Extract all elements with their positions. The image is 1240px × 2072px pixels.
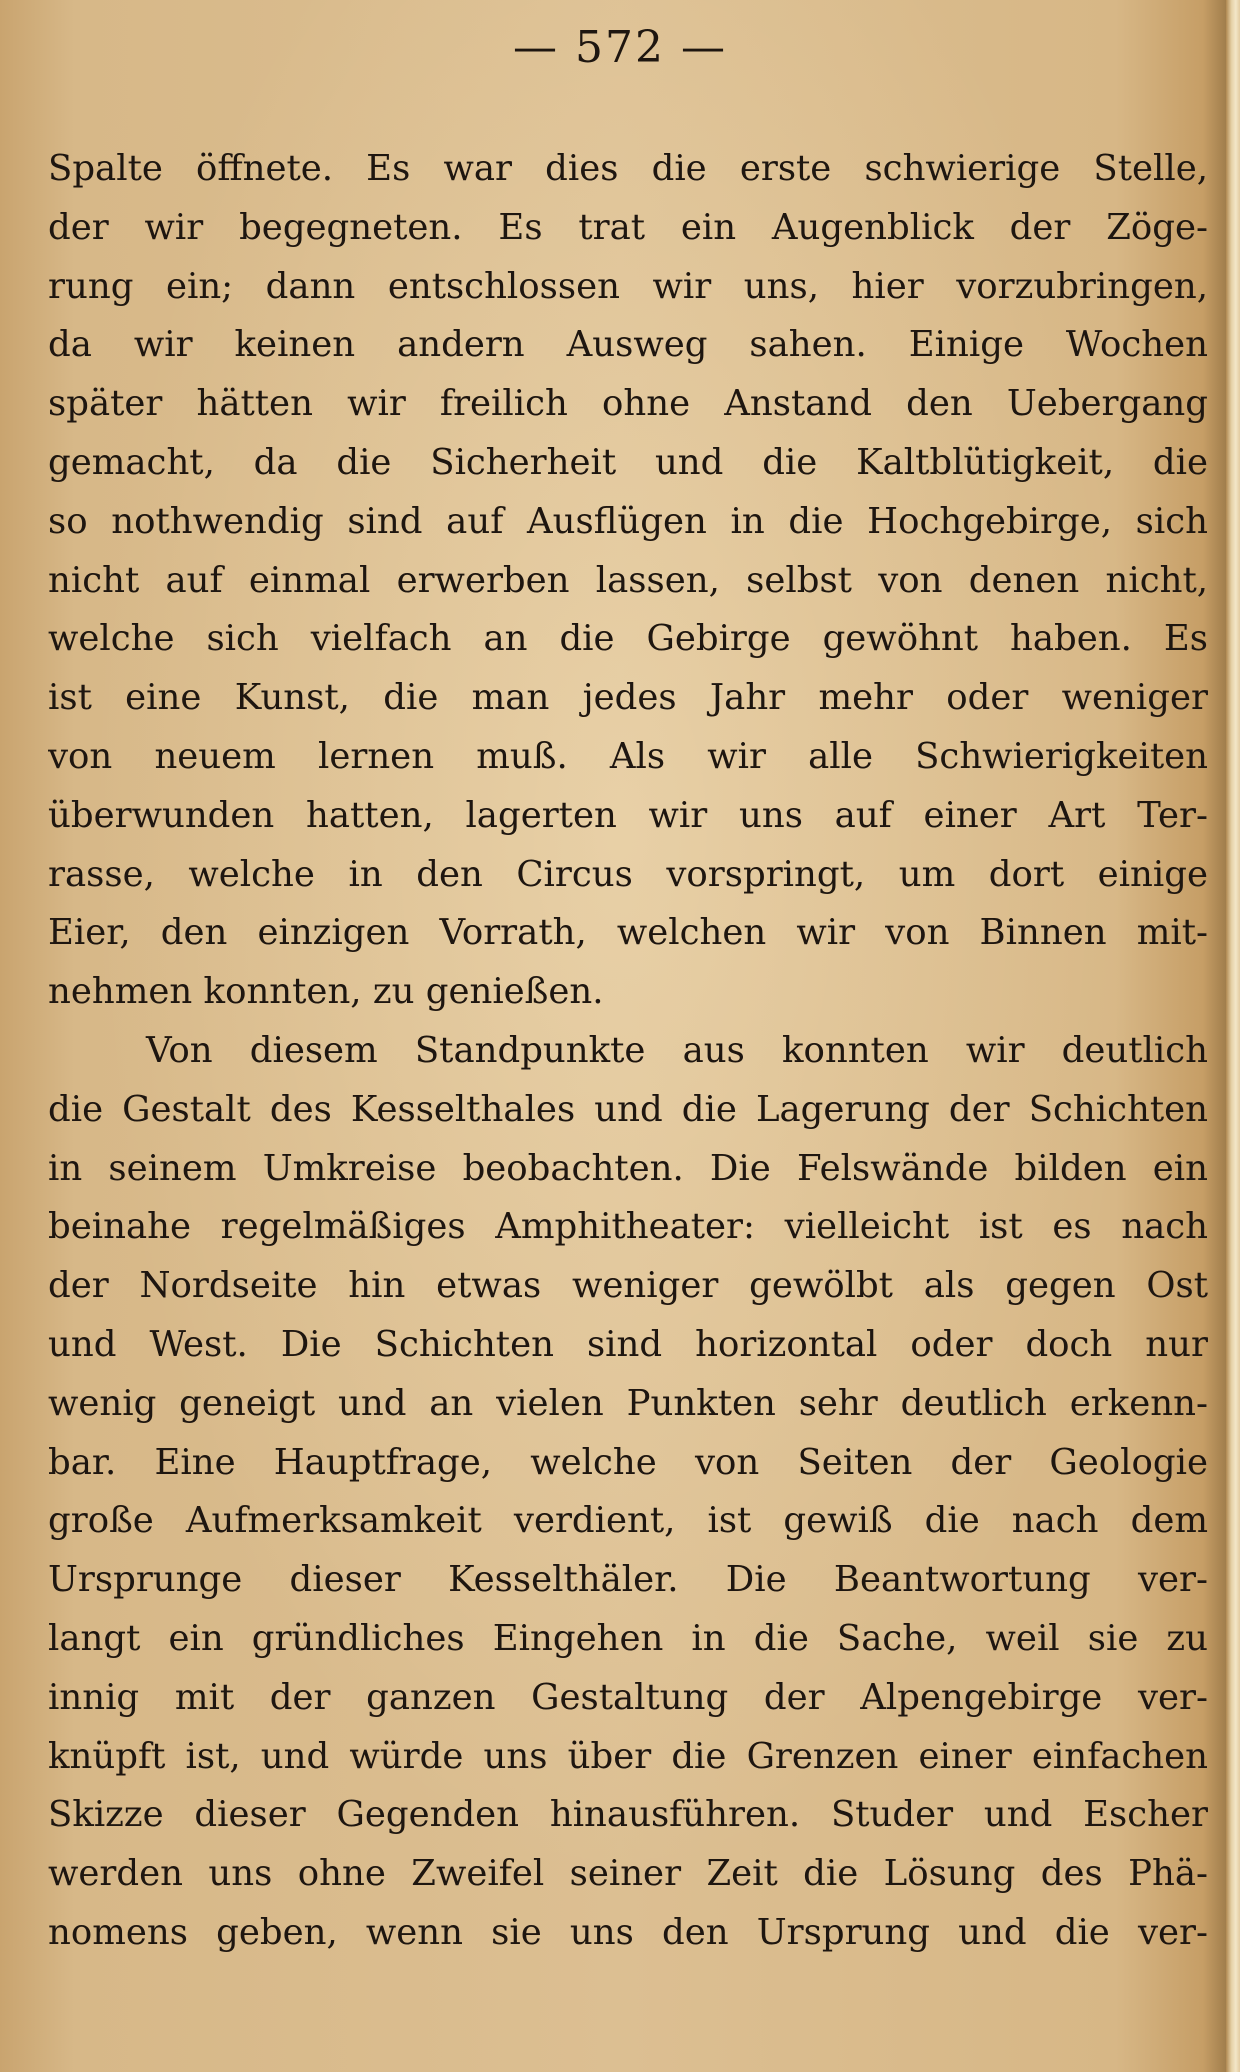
text-line: die Gestalt des Kesselthales und die Lagerung der Schichten bbox=[48, 1088, 1208, 1130]
paragraph-1 bbox=[48, 140, 1208, 1022]
text-line: ist eine Kunst, die man jedes Jahr mehr oder weniger bbox=[48, 677, 1208, 719]
text-line: von neuem lernen muß. Als wir alle Schwierigkeiten bbox=[48, 735, 1208, 777]
text-line: der wir begegneten. Es trat ein Augenblick der Zöge- bbox=[48, 206, 1208, 248]
text-line: bar. Eine Hauptfrage, welche von Seiten der Geologie bbox=[48, 1441, 1208, 1483]
text-line: knüpft ist, und würde uns über die Grenzen einer einfachen bbox=[48, 1735, 1208, 1777]
text-line: langt ein gründliches Eingehen in die Sache, weil sie zu bbox=[48, 1617, 1208, 1659]
text-line: rasse, welche in den Circus vorspringt, um dort einige bbox=[48, 853, 1208, 895]
text-line: nomens geben, wenn sie uns den Ursprung und die ver- bbox=[48, 1911, 1208, 1953]
page-edge bbox=[1226, 0, 1240, 2072]
text-line: später hätten wir freilich ohne Anstand den Uebergang bbox=[48, 383, 1208, 425]
text-line: nicht auf einmal erwerben lassen, selbst von denen nicht, bbox=[48, 559, 1208, 601]
page-number: — 572 — bbox=[513, 22, 727, 73]
text-line: da wir keinen andern Ausweg sahen. Einige Wochen bbox=[48, 324, 1208, 366]
text-line: in seinem Umkreise beobachten. Die Felswände bilden ein bbox=[48, 1147, 1208, 1189]
text-line: Ursprunge dieser Kesselthäler. Die Beantwortung ver- bbox=[48, 1559, 1208, 1601]
text-line: gemacht, da die Sicherheit und die Kaltblütigkeit, die bbox=[48, 441, 1208, 483]
text-line: Von diesem Standpunkte aus konnten wir deutlich bbox=[146, 1029, 1208, 1071]
text-line: wenig geneigt und an vielen Punkten sehr deutlich erkenn- bbox=[48, 1382, 1208, 1424]
text-line: und West. Die Schichten sind horizontal oder doch nur bbox=[48, 1323, 1208, 1365]
text-line: Spalte öffnete. Es war dies die erste schwierige Stelle, bbox=[48, 148, 1208, 189]
paragraph-2 bbox=[48, 1022, 1208, 1963]
text-line: innig mit der ganzen Gestaltung der Alpengebirge ver- bbox=[48, 1676, 1208, 1718]
text-line: der Nordseite hin etwas weniger gewölbt als gegen Ost bbox=[48, 1265, 1208, 1307]
text-line: Skizze dieser Gegenden hinausführen. Studer und Escher bbox=[48, 1794, 1208, 1836]
text-line: beinahe regelmäßiges Amphitheater: vielleicht ist es nach bbox=[48, 1206, 1208, 1248]
text-line: welche sich vielfach an die Gebirge gewöhnt haben. Es bbox=[48, 618, 1208, 660]
text-line: Eier, den einzigen Vorrath, welchen wir von Binnen mit- bbox=[48, 912, 1208, 954]
text-block bbox=[48, 140, 1208, 1963]
text-line: werden uns ohne Zweifel seiner Zeit die Lösung des Phä- bbox=[48, 1853, 1208, 1895]
text-line: nehmen konnten, zu genießen. bbox=[48, 971, 604, 1013]
text-line: große Aufmerksamkeit verdient, ist gewiß die nach dem bbox=[48, 1500, 1208, 1542]
text-line: überwunden hatten, lagerten wir uns auf einer Art Ter- bbox=[48, 794, 1208, 836]
text-line: rung ein; dann entschlossen wir uns, hier vorzubringen, bbox=[48, 265, 1208, 307]
text-line: so nothwendig sind auf Ausflügen in die Hochgebirge, sich bbox=[48, 500, 1208, 542]
